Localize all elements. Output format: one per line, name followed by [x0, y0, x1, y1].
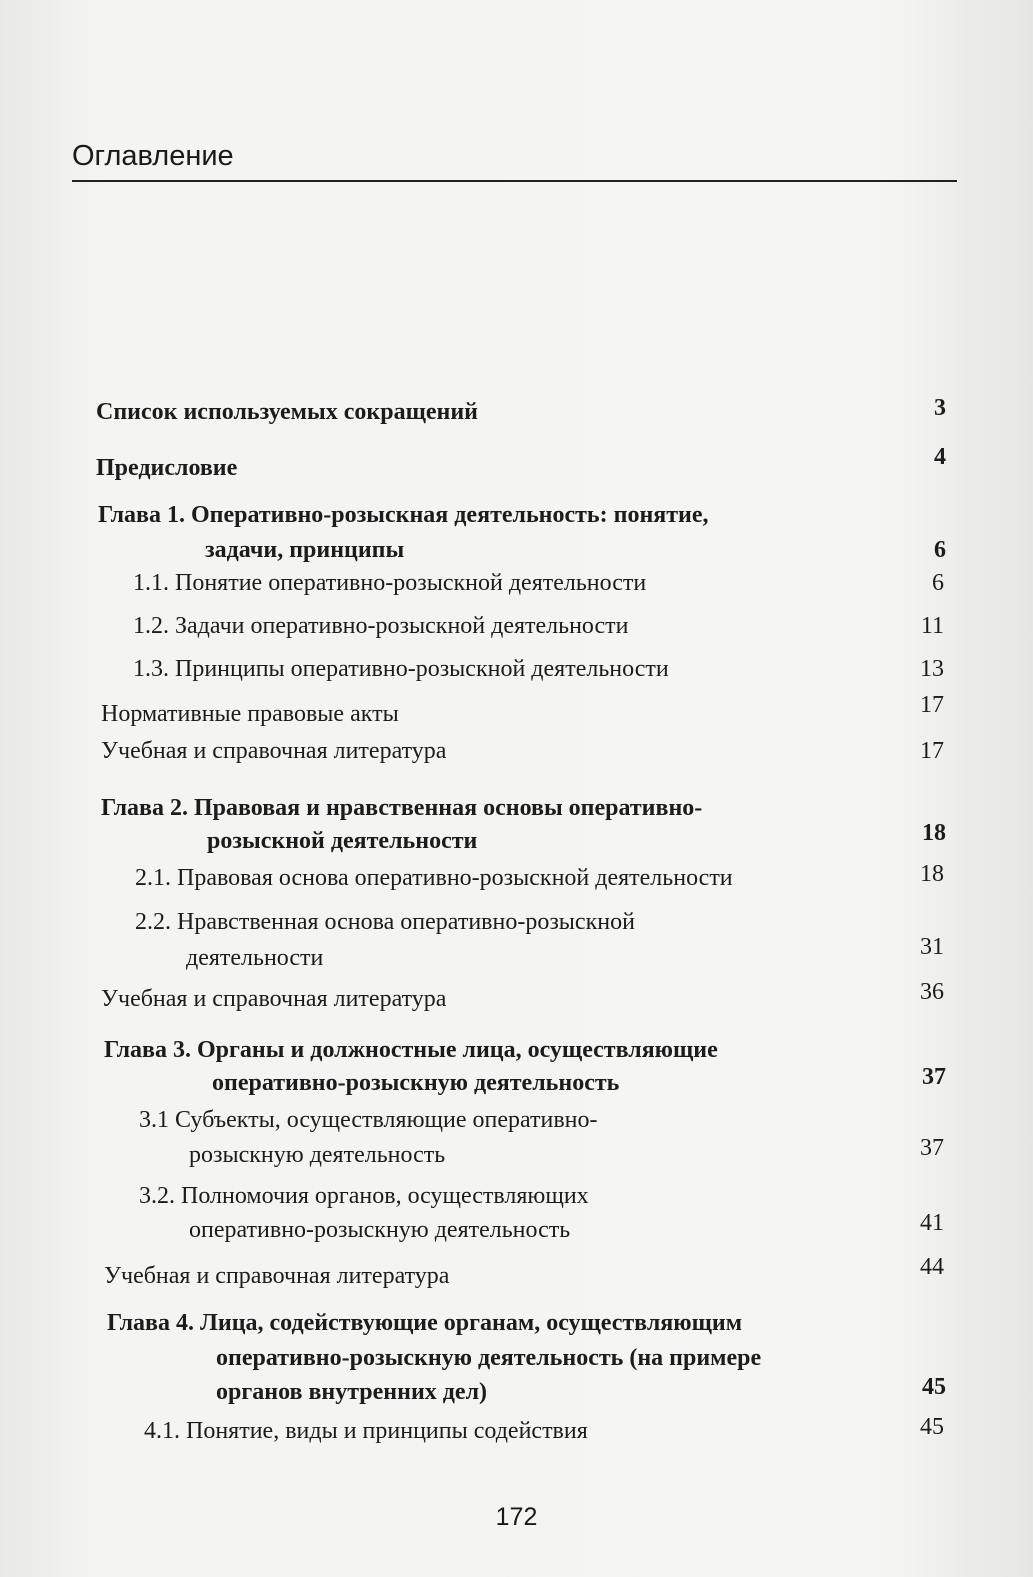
toc-entry-chapter-2-cont: розыскной деятельности — [207, 828, 478, 854]
toc-entry-literature: Учебная и справочная литература — [101, 738, 447, 764]
toc-page-number: 18 — [920, 861, 944, 887]
toc-page-number: 18 — [922, 820, 946, 846]
toc-page-number: 45 — [922, 1374, 946, 1400]
toc-page-number: 4 — [934, 444, 946, 470]
title-rule — [72, 180, 957, 182]
toc-entry-chapter-4-cont-2: органов внутренних дел) — [216, 1379, 488, 1405]
toc-page-number: 37 — [922, 1064, 946, 1090]
toc-entry-chapter-4: Глава 4. Лица, содействующие органам, осуществляющим — [107, 1310, 743, 1336]
toc-entry-section-1-1: 1.1. Понятие оперативно-розыскной деятельности — [133, 570, 647, 596]
toc-page-number: 41 — [920, 1210, 944, 1236]
toc-entry-section-4-1: 4.1. Понятие, виды и принципы содействия — [144, 1418, 588, 1444]
toc-entry-section-3-2-cont: оперативно-розыскную деятельность — [189, 1217, 571, 1243]
toc-entry-section-3-2: 3.2. Полномочия органов, осуществляющих — [139, 1183, 589, 1209]
toc-entry-chapter-1-cont: задачи, принципы — [205, 537, 405, 563]
toc-entry-section-3-1-cont: розыскную деятельность — [189, 1142, 446, 1168]
toc-page-number: 36 — [920, 979, 944, 1005]
toc-entry-chapter-4-cont: оперативно-розыскную деятельность (на примере — [216, 1345, 762, 1371]
toc-page-number: 44 — [920, 1254, 944, 1280]
toc-entry-chapter-3-cont: оперативно-розыскную деятельность — [212, 1070, 620, 1096]
toc-page-number: 45 — [920, 1414, 944, 1440]
toc-entry-section-2-1: 2.1. Правовая основа оперативно-розыскной деятельности — [135, 865, 733, 891]
page-number-footer: 172 — [495, 1503, 538, 1531]
toc-entry-literature: Учебная и справочная литература — [101, 986, 447, 1012]
toc-entry-section-2-2: 2.2. Нравственная основа оперативно-розыскной — [135, 909, 635, 935]
toc-page-number: 11 — [920, 613, 944, 639]
toc-page-number: 13 — [920, 656, 944, 682]
toc-entry-section-1-3: 1.3. Принципы оперативно-розыскной деятельности — [133, 656, 669, 682]
page-title: Оглавление — [72, 140, 234, 172]
toc-entry-section-2-2-cont: деятельности — [186, 945, 324, 971]
toc-entry-chapter-3: Глава 3. Органы и должностные лица, осуществляющие — [104, 1037, 718, 1063]
toc-entry-normative-acts: Нормативные правовые акты — [101, 701, 399, 727]
toc-entry-literature: Учебная и справочная литература — [104, 1263, 450, 1289]
toc-entry-abbreviations: Список используемых сокращений — [96, 399, 478, 425]
toc-entry-chapter-1: Глава 1. Оперативно-розыскная деятельность: понятие, — [98, 502, 709, 528]
toc-page-number: 31 — [920, 934, 944, 960]
toc-page-number: 17 — [920, 692, 944, 718]
toc-entry-chapter-2: Глава 2. Правовая и нравственная основы оперативно- — [101, 795, 703, 821]
toc-page-number: 37 — [920, 1135, 944, 1161]
toc-page-number: 6 — [932, 570, 944, 596]
toc-entry-section-1-2: 1.2. Задачи оперативно-розыскной деятельности — [133, 613, 629, 639]
toc-page-number: 6 — [934, 537, 946, 563]
toc-page-number: 17 — [920, 738, 944, 764]
bleed-through-background — [90, 80, 970, 340]
toc-page-number: 3 — [934, 395, 946, 421]
toc-entry-preface: Предисловие — [96, 455, 238, 481]
toc-entry-section-3-1: 3.1 Субъекты, осуществляющие оперативно- — [139, 1107, 598, 1133]
